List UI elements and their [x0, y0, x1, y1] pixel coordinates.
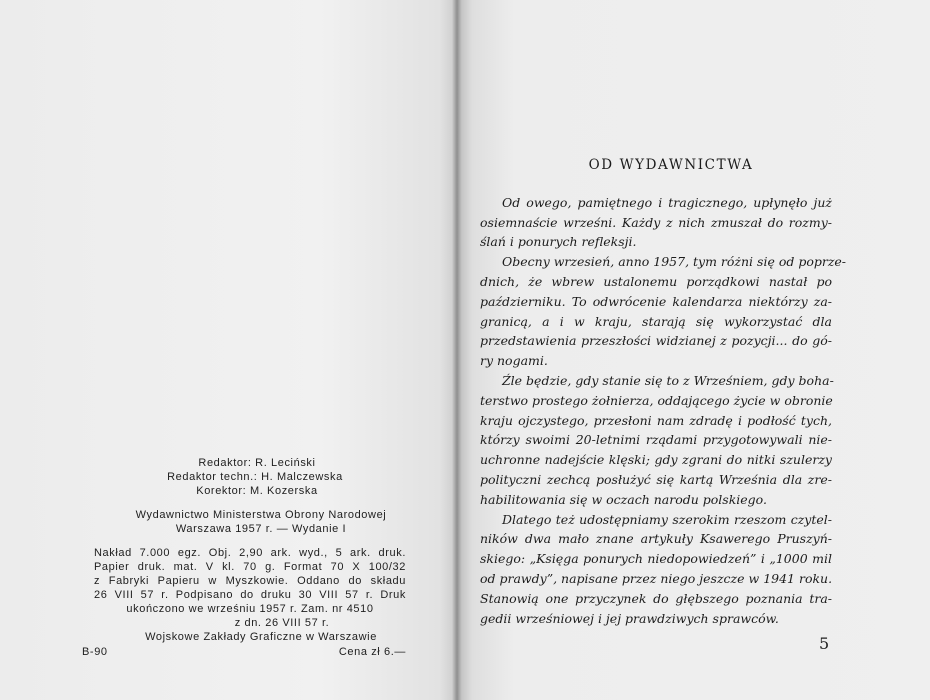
text-line: kraju ojczystego, przesłoni nam zdradę i podłość tych, [480, 412, 832, 428]
page-title: OD WYDAWNICTWA [588, 157, 754, 173]
text-line: ry nogami. [480, 353, 548, 369]
book-gutter [452, 0, 462, 700]
text-line: przedstawienia przeszłości widzianej z pozycji... do gó- [480, 333, 832, 349]
text-line: gedii wrześniowej i jej prawdziwych sprawców. [480, 610, 779, 626]
editor-line: Redaktor: R. Leciński [198, 457, 316, 469]
proofreader-line: Korektor: M. Kozerska [196, 485, 318, 497]
text-line: polityczni zechcą posłużyć się kartą Września dla zre- [480, 471, 832, 487]
text-line: Od owego, pamiętnego i tragicznego, upłynęło już [502, 194, 832, 210]
publisher-line: Wydawnictwo Ministerstwa Obrony Narodowej [135, 509, 387, 521]
page-number: 5 [819, 634, 830, 653]
edition-line: Warszawa 1957 r. — Wydanie I [175, 523, 347, 535]
colophon-line: Papier druk. mat. V kl. 70 g. Format 70 X 100/32 [94, 561, 406, 573]
text-line: Dlatego też udostępniamy szerokim rzeszom czytel- [502, 511, 832, 527]
text-line: terstwo prostego żołnierza, oddającego życie w obronie [480, 392, 833, 408]
text-line: osiemnaście wrześni. Każdy z nich zmuszał do rozmy- [480, 214, 832, 230]
text-line: od prawdy”, napisane przez niego jeszcze w 1941 roku. [480, 570, 833, 586]
printer-line: Wojskowe Zakłady Graficzne w Warszawie [145, 631, 377, 643]
text-line: habilitowania się w oczach narodu polskiego. [480, 491, 767, 507]
colophon-line: z dn. 26 VIII 57 r. [234, 617, 330, 629]
text-line: dnich, że wbrew ustalonemu porządkowi nastał po [480, 273, 832, 289]
text-line: Źle będzie, gdy stanie się to z Wrześniem, gdy boha- [502, 372, 834, 388]
tech-editor-line: Redaktor techn.: H. Malczewska [167, 471, 343, 483]
colophon-line: 26 VIII 57 r. Podpisano do druku 30 VIII 57 r. Druk [94, 589, 406, 601]
text-line: Obecny wrzesień, anno 1957, tym różni się od poprze- [502, 254, 847, 270]
text-line: skiego: „Księga ponurych niedopowiedzeń” i „1000 mil [480, 551, 832, 567]
colophon-line: z Fabryki Papieru w Myszkowie. Oddano do składu [94, 575, 406, 587]
text-line: ników dwa mało znane artykuły Ksawerego Pruszyń- [480, 531, 832, 547]
colophon-line: Nakład 7.000 egz. Obj. 2,90 ark. wyd., 5 ark. druk. [94, 547, 406, 559]
price: Cena zł 6.— [338, 646, 406, 658]
text-line: uchronne nadejście klęski; gdy zgrani do nitki szulerzy [480, 452, 832, 468]
text-line: październiku. To odwrócenie kalendarza niektórzy za- [480, 293, 832, 309]
colophon-line: ukończono we wrześniu 1957 r. Zam. nr 4510 [126, 603, 374, 615]
text-line: którzy swoimi 20-letnimi rządami przygotowywali nie- [480, 432, 832, 448]
print-code: B-90 [82, 646, 108, 658]
foreword [480, 156, 847, 628]
text-line: Stanowią one przyczynek do głębszego poznania tra- [480, 590, 832, 606]
text-line: ślań i ponurych refleksji. [480, 234, 637, 250]
code-price-row [82, 645, 406, 659]
text-line: granicą, a i w kraju, starają się wykorzystać dla [480, 313, 832, 329]
imprint-block [82, 456, 406, 659]
